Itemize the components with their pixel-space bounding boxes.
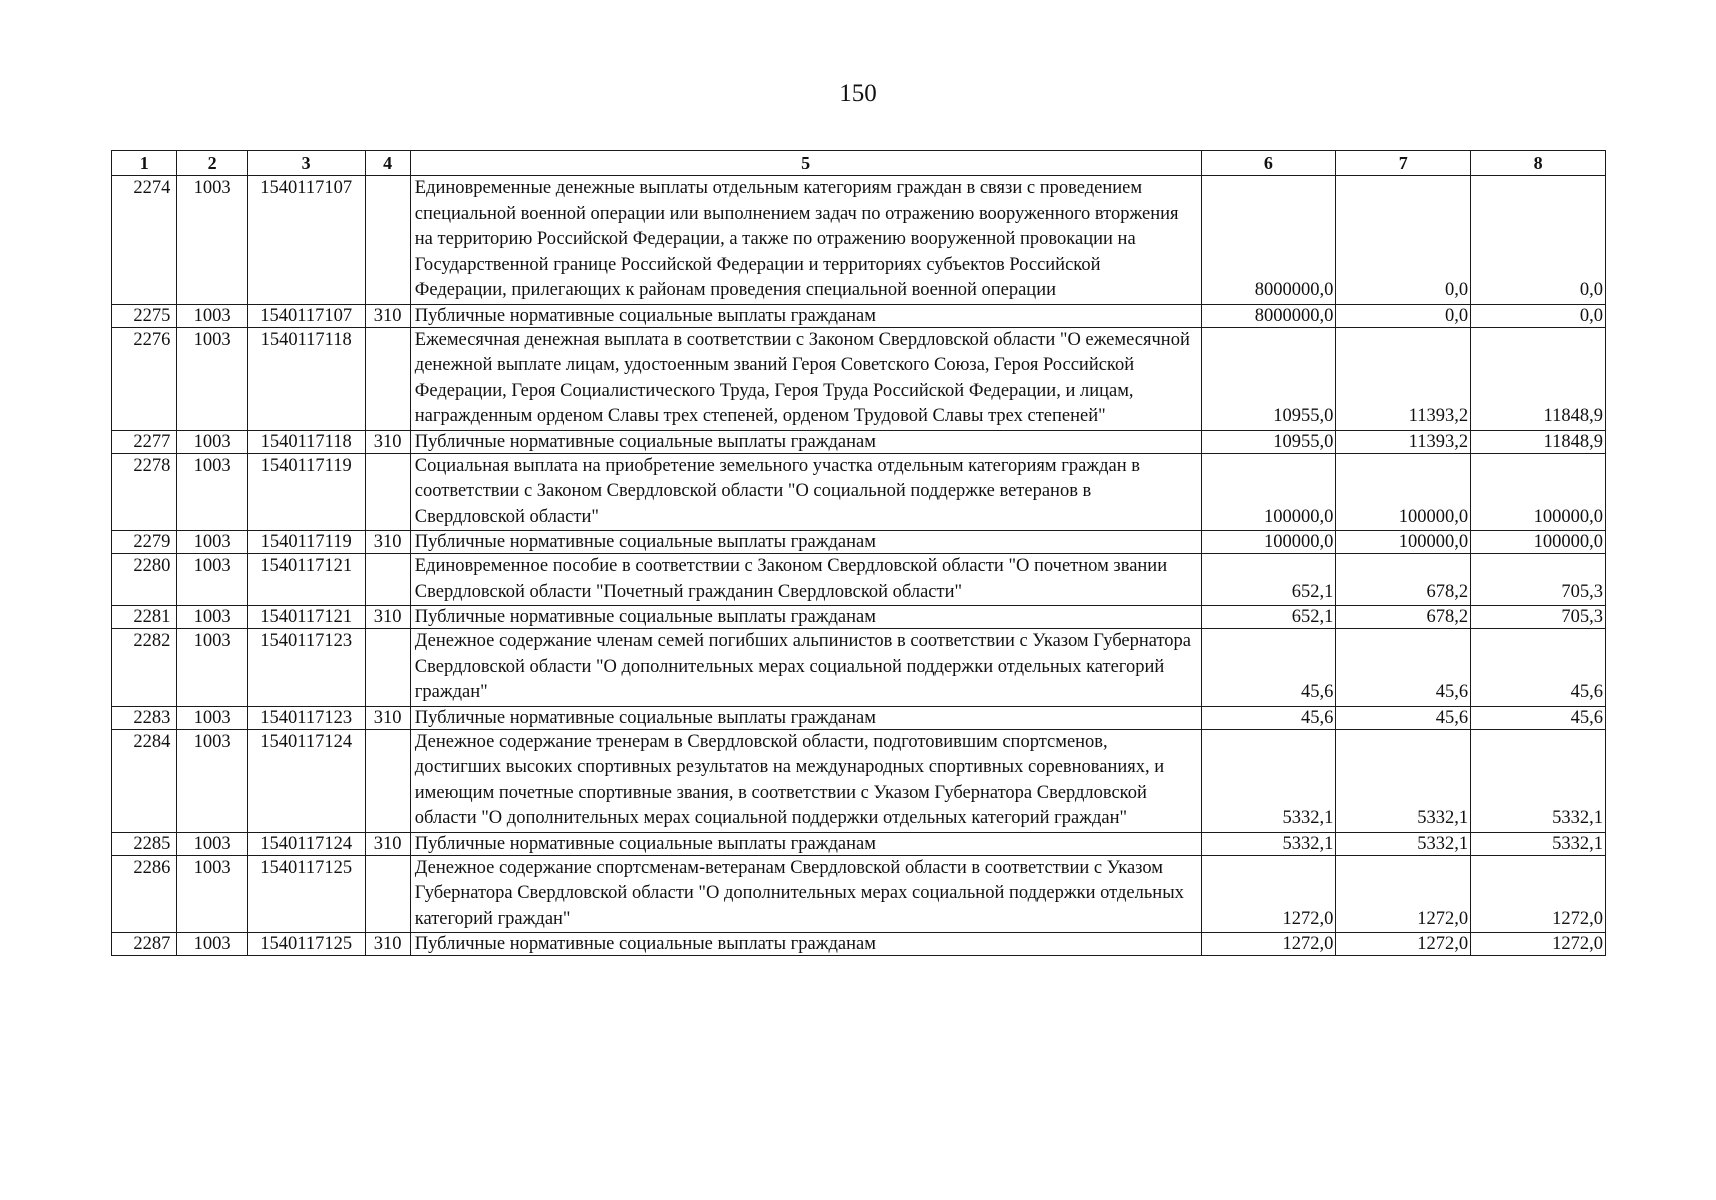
- column-header: 3: [247, 151, 365, 176]
- amount-col8-cell: 45,6: [1471, 706, 1606, 729]
- amount-col8-cell: 11848,9: [1471, 327, 1606, 430]
- amount-col6-cell: 1272,0: [1201, 933, 1336, 956]
- amount-col7-cell: 11393,2: [1336, 327, 1471, 430]
- amount-col8-cell: 45,6: [1471, 629, 1606, 707]
- table-row: [112, 729, 1606, 832]
- expense-type-cell: [365, 327, 410, 430]
- section-code-cell: 1003: [177, 531, 247, 554]
- section-code-cell: 1003: [177, 453, 247, 531]
- amount-col7-cell: 678,2: [1336, 554, 1471, 606]
- table-row: [112, 554, 1606, 606]
- amount-col7-cell: 0,0: [1336, 176, 1471, 305]
- description-cell: Денежное содержание спортсменам-ветеранам Свердловской области в соответствии с Указом Губернатора Свердловской области "О дополнительных мерах социальной поддержки отдельных категорий граждан": [410, 855, 1201, 933]
- amount-col8-cell: 0,0: [1471, 304, 1606, 327]
- description-cell: Публичные нормативные социальные выплаты гражданам: [410, 832, 1201, 855]
- description-cell: Публичные нормативные социальные выплаты гражданам: [410, 706, 1201, 729]
- row-number-cell: 2285: [112, 832, 177, 855]
- amount-col7-cell: 45,6: [1336, 706, 1471, 729]
- expense-type-cell: 310: [365, 706, 410, 729]
- amount-col6-cell: 5332,1: [1201, 832, 1336, 855]
- amount-col8-cell: 1272,0: [1471, 855, 1606, 933]
- section-code-cell: 1003: [177, 832, 247, 855]
- page-number: 150: [839, 80, 877, 107]
- row-number-cell: 2274: [112, 176, 177, 305]
- expense-type-cell: [365, 176, 410, 305]
- column-header: 8: [1471, 151, 1606, 176]
- amount-col6-cell: 5332,1: [1201, 729, 1336, 832]
- target-code-cell: 1540117107: [247, 304, 365, 327]
- amount-col7-cell: 678,2: [1336, 606, 1471, 629]
- description-cell: Публичные нормативные социальные выплаты гражданам: [410, 606, 1201, 629]
- section-code-cell: 1003: [177, 554, 247, 606]
- amount-col7-cell: 5332,1: [1336, 729, 1471, 832]
- amount-col7-cell: 45,6: [1336, 629, 1471, 707]
- amount-col7-cell: 100000,0: [1336, 531, 1471, 554]
- column-header: 6: [1201, 151, 1336, 176]
- description-cell: Ежемесячная денежная выплата в соответствии с Законом Свердловской области "О ежемесячной денежной выплате лицам, удостоенным званий Героя Советского Союза, Героя Российской Федерации, Героя Социалистического Труда, Героя Труда Российской Федерации, и лицам, награжденным орденом Славы трех степеней, орденом Трудовой Славы трех степеней": [410, 327, 1201, 430]
- description-cell: Денежное содержание членам семей погибших альпинистов в соответствии с Указом Губернатора Свердловской области "О дополнительных мерах социальной поддержки отдельных категорий граждан": [410, 629, 1201, 707]
- amount-col8-cell: 100000,0: [1471, 531, 1606, 554]
- row-number-cell: 2276: [112, 327, 177, 430]
- row-number-cell: 2275: [112, 304, 177, 327]
- row-number-cell: 2280: [112, 554, 177, 606]
- table-row: [112, 629, 1606, 707]
- section-code-cell: 1003: [177, 430, 247, 453]
- section-code-cell: 1003: [177, 606, 247, 629]
- amount-col8-cell: 705,3: [1471, 554, 1606, 606]
- target-code-cell: 1540117119: [247, 453, 365, 531]
- column-header: 5: [410, 151, 1201, 176]
- row-number-cell: 2284: [112, 729, 177, 832]
- description-cell: Единовременные денежные выплаты отдельным категориям граждан в связи с проведением специальной военной операции или выполнением задач по отражению вооруженного вторжения на территорию Российской Федерации, а также по отражению вооруженной провокации на Государственной границе Российской Федерации и территориях субъектов Российской Федерации, прилегающих к районам проведения специальной военной операции: [410, 176, 1201, 305]
- expense-type-cell: 310: [365, 606, 410, 629]
- section-code-cell: 1003: [177, 304, 247, 327]
- section-code-cell: 1003: [177, 855, 247, 933]
- description-cell: Публичные нормативные социальные выплаты гражданам: [410, 304, 1201, 327]
- section-code-cell: 1003: [177, 629, 247, 707]
- amount-col7-cell: 1272,0: [1336, 933, 1471, 956]
- target-code-cell: 1540117123: [247, 706, 365, 729]
- expense-type-cell: [365, 629, 410, 707]
- row-number-cell: 2281: [112, 606, 177, 629]
- amount-col6-cell: 652,1: [1201, 554, 1336, 606]
- description-cell: Единовременное пособие в соответствии с Законом Свердловской области "О почетном звании Свердловской области "Почетный гражданин Свердловской области": [410, 554, 1201, 606]
- row-number-cell: 2279: [112, 531, 177, 554]
- amount-col8-cell: 5332,1: [1471, 729, 1606, 832]
- amount-col6-cell: 8000000,0: [1201, 176, 1336, 305]
- budget-table: [111, 150, 1606, 956]
- target-code-cell: 1540117119: [247, 531, 365, 554]
- target-code-cell: 1540117121: [247, 606, 365, 629]
- amount-col7-cell: 100000,0: [1336, 453, 1471, 531]
- row-number-cell: 2282: [112, 629, 177, 707]
- amount-col6-cell: 45,6: [1201, 706, 1336, 729]
- amount-col6-cell: 100000,0: [1201, 531, 1336, 554]
- amount-col7-cell: 1272,0: [1336, 855, 1471, 933]
- amount-col6-cell: 10955,0: [1201, 430, 1336, 453]
- amount-col6-cell: 1272,0: [1201, 855, 1336, 933]
- amount-col8-cell: 705,3: [1471, 606, 1606, 629]
- row-number-cell: 2277: [112, 430, 177, 453]
- table-row: [112, 606, 1606, 629]
- target-code-cell: 1540117121: [247, 554, 365, 606]
- amount-col8-cell: 0,0: [1471, 176, 1606, 305]
- table-row: [112, 706, 1606, 729]
- column-header: 2: [177, 151, 247, 176]
- row-number-cell: 2278: [112, 453, 177, 531]
- expense-type-cell: [365, 453, 410, 531]
- expense-type-cell: [365, 729, 410, 832]
- section-code-cell: 1003: [177, 176, 247, 305]
- amount-col7-cell: 0,0: [1336, 304, 1471, 327]
- table-row: [112, 531, 1606, 554]
- amount-col7-cell: 11393,2: [1336, 430, 1471, 453]
- expense-type-cell: 310: [365, 531, 410, 554]
- column-header: 1: [112, 151, 177, 176]
- amount-col7-cell: 5332,1: [1336, 832, 1471, 855]
- target-code-cell: 1540117125: [247, 855, 365, 933]
- table-row: [112, 933, 1606, 956]
- section-code-cell: 1003: [177, 706, 247, 729]
- amount-col8-cell: 11848,9: [1471, 430, 1606, 453]
- description-cell: Социальная выплата на приобретение земельного участка отдельным категориям граждан в соответствии с Законом Свердловской области "О социальной поддержке ветеранов в Свердловской области": [410, 453, 1201, 531]
- expense-type-cell: 310: [365, 933, 410, 956]
- amount-col6-cell: 100000,0: [1201, 453, 1336, 531]
- table-row: [112, 430, 1606, 453]
- table-row: [112, 453, 1606, 531]
- table-row: [112, 304, 1606, 327]
- section-code-cell: 1003: [177, 933, 247, 956]
- target-code-cell: 1540117118: [247, 327, 365, 430]
- expense-type-cell: [365, 554, 410, 606]
- section-code-cell: 1003: [177, 729, 247, 832]
- row-number-cell: 2286: [112, 855, 177, 933]
- amount-col8-cell: 1272,0: [1471, 933, 1606, 956]
- amount-col6-cell: 10955,0: [1201, 327, 1336, 430]
- description-cell: Публичные нормативные социальные выплаты гражданам: [410, 430, 1201, 453]
- description-cell: Денежное содержание тренерам в Свердловской области, подготовившим спортсменов, достигших высоких спортивных результатов на международных спортивных соревнованиях, и имеющим почетные спортивные звания, в соответствии с Указом Губернатора Свердловской области "О дополнительных мерах социальной поддержки отдельных категорий граждан": [410, 729, 1201, 832]
- target-code-cell: 1540117125: [247, 933, 365, 956]
- table-row: [112, 176, 1606, 305]
- description-cell: Публичные нормативные социальные выплаты гражданам: [410, 531, 1201, 554]
- amount-col8-cell: 100000,0: [1471, 453, 1606, 531]
- column-header: 7: [1336, 151, 1471, 176]
- table-body: [112, 176, 1606, 956]
- expense-type-cell: 310: [365, 832, 410, 855]
- amount-col8-cell: 5332,1: [1471, 832, 1606, 855]
- header-row: [112, 151, 1606, 176]
- target-code-cell: 1540117107: [247, 176, 365, 305]
- column-header: 4: [365, 151, 410, 176]
- table-row: [112, 855, 1606, 933]
- target-code-cell: 1540117123: [247, 629, 365, 707]
- row-number-cell: 2283: [112, 706, 177, 729]
- table-row: [112, 327, 1606, 430]
- table-row: [112, 832, 1606, 855]
- amount-col6-cell: 652,1: [1201, 606, 1336, 629]
- section-code-cell: 1003: [177, 327, 247, 430]
- amount-col6-cell: 8000000,0: [1201, 304, 1336, 327]
- target-code-cell: 1540117118: [247, 430, 365, 453]
- target-code-cell: 1540117124: [247, 729, 365, 832]
- expense-type-cell: 310: [365, 304, 410, 327]
- amount-col6-cell: 45,6: [1201, 629, 1336, 707]
- target-code-cell: 1540117124: [247, 832, 365, 855]
- expense-type-cell: 310: [365, 430, 410, 453]
- row-number-cell: 2287: [112, 933, 177, 956]
- expense-type-cell: [365, 855, 410, 933]
- description-cell: Публичные нормативные социальные выплаты гражданам: [410, 933, 1201, 956]
